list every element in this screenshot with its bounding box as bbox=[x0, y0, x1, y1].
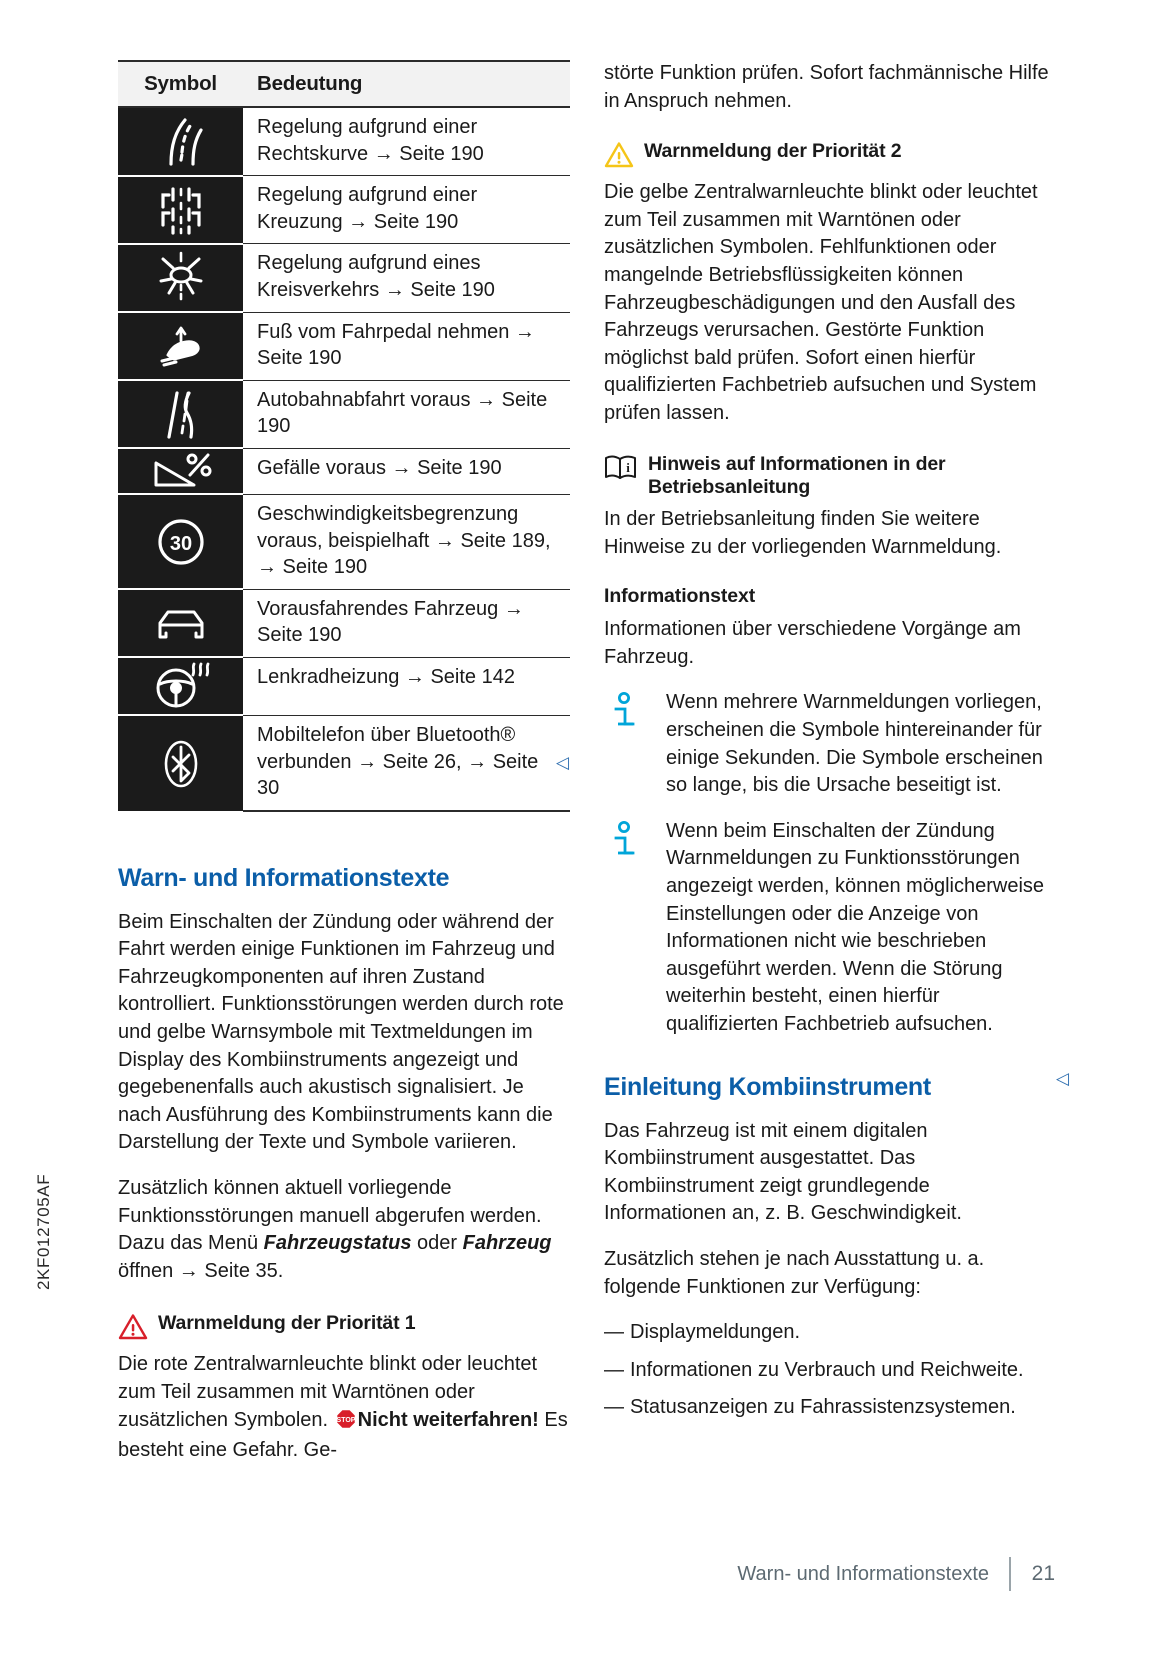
einleitung-function-list bbox=[604, 1319, 1056, 1422]
section-end-marker: ◁ bbox=[556, 753, 570, 772]
list-item-label: Statusanzeigen zu Fahrassistenzsystemen. bbox=[630, 1396, 1016, 1419]
warning-priority-2-text: Die gelbe Zentralwarnleuchte blinkt oder leuchtet zum Teil zusammen mit Warntönen oder zusätzlichen Symbolen. Fehlfunktionen oder mangelnde Betriebsflüssigkeiten können Fahrzeugbeschädigungen und den Ausfall des Fahrzeugs verursachen. Gestörte Funktion möglichst bald prüfen. Sofort einen hierfür qualifizierten Fachbetrieb aufsuchen und System prüfen lassen. bbox=[604, 181, 1038, 424]
warning-priority-1-heading bbox=[118, 1311, 570, 1345]
symbol-table bbox=[118, 60, 570, 812]
manual-retrieval-paragraph bbox=[118, 1175, 570, 1285]
table-row bbox=[118, 657, 570, 715]
info-note-2-body: Wenn beim Einschalten der Zündung Warnmeldungen zu Funktionsstörungen angezeigt werden, können möglicherweise Einstellungen oder die Anzeige von Informationen nicht wie beschrieben ausgeführt werden. Wenn die Störung weiterhin besteht, einen hierfür qualifizierten Fachbetrieb aufsuchen. bbox=[666, 819, 1045, 1035]
table-row bbox=[118, 589, 570, 657]
table-row bbox=[118, 448, 570, 494]
menu-name-fahrzeug: Fahrzeug bbox=[462, 1232, 552, 1255]
list-item bbox=[604, 1357, 1056, 1385]
warning-triangle-yellow-icon bbox=[604, 139, 634, 173]
page-footer bbox=[118, 1557, 1055, 1591]
continuation-paragraph: störte Funktion prüfen. Sofort fachmännische Hilfe in Anspruch nehmen. bbox=[604, 62, 1049, 112]
w1-part-a: Die rote Zentralwarnleuchte blinkt oder leuchtet zum Teil zusammen mit Warntönen oder zusätzlichen Symbolen. bbox=[118, 1353, 538, 1431]
warning-priority-2-label: Warnmeldung der Priorität 2 bbox=[644, 140, 902, 163]
symbol-meaning: Autobahnabfahrt voraus → Seite 190 bbox=[243, 380, 570, 448]
info-note-1 bbox=[604, 689, 1056, 799]
column-header-meaning: Bedeutung bbox=[243, 61, 570, 107]
einleitung-paragraph-2: Zusätzlich stehen je nach Ausstattung u. a. folgende Funktionen zur Verfügung: bbox=[604, 1247, 985, 1298]
foot-off-pedal-icon bbox=[118, 312, 243, 380]
symbol-meaning: Vorausfahrendes Fahrzeug → Seite 190 bbox=[243, 589, 570, 657]
informationstext-text: Informationen über verschiedene Vorgänge am Fahrzeug. bbox=[604, 618, 1021, 668]
p2-part-a: Zusätzlich können aktuell vorliegende Funktionsstörungen manuell abgerufen werden. Dazu das Menü bbox=[118, 1177, 542, 1255]
einleitung-heading: Einleitung Kombiinstrument bbox=[604, 1072, 931, 1101]
intersection-icon bbox=[118, 176, 243, 244]
info-i-icon bbox=[610, 821, 640, 864]
svg-text:30: 30 bbox=[169, 532, 192, 555]
info-i-icon bbox=[610, 692, 640, 735]
symbol-meaning: Lenkradheizung → Seite 142 bbox=[243, 657, 570, 715]
list-item-label: Displaymeldungen. bbox=[630, 1321, 801, 1344]
left-column bbox=[118, 60, 570, 1465]
symbol-meaning: Gefälle voraus → Seite 190 bbox=[243, 448, 570, 494]
right-column bbox=[604, 60, 1070, 1432]
symbol-meaning: Regelung aufgrund einer Rechtskurve → Seite 190 bbox=[243, 107, 570, 176]
warning-triangle-red-icon bbox=[118, 1311, 148, 1345]
symbol-meaning: Regelung aufgrund einer Kreuzung → Seite 190 bbox=[243, 176, 570, 244]
list-dash: — bbox=[604, 1358, 624, 1381]
section-end-marker: ◁ bbox=[1056, 1069, 1070, 1088]
svg-text:STOP: STOP bbox=[336, 1416, 356, 1424]
table-row bbox=[118, 715, 570, 810]
symbol-meaning: Fuß vom Fahrpedal nehmen → Seite 190 bbox=[243, 312, 570, 380]
vehicle-ahead-icon bbox=[118, 589, 243, 657]
warning-priority-2-heading bbox=[604, 139, 1056, 173]
table-row bbox=[118, 312, 570, 380]
warning-priority-1-emphasis: Nicht weiterfahren! bbox=[357, 1408, 539, 1431]
info-note-2 bbox=[604, 818, 1056, 1039]
list-item bbox=[604, 1394, 1056, 1422]
footer-page-number: 21 bbox=[1031, 1562, 1055, 1585]
p2-part-c: öffnen → Seite 35. bbox=[118, 1259, 284, 1282]
list-dash: — bbox=[604, 1321, 624, 1344]
manual-reference-label: Hinweis auf Informationen in der Betriebsanleitung bbox=[648, 452, 946, 499]
w1-part-b: Es besteht eine Gefahr. Ge- bbox=[118, 1408, 568, 1462]
stop-sign-icon bbox=[336, 1409, 356, 1438]
steering-wheel-heating-icon bbox=[118, 657, 243, 715]
column-header-symbol: Symbol bbox=[118, 61, 243, 107]
table-row bbox=[118, 494, 570, 589]
table-row bbox=[118, 176, 570, 244]
downhill-gradient-icon bbox=[118, 448, 243, 494]
p2-part-b: oder bbox=[411, 1232, 463, 1255]
symbol-meaning: Regelung aufgrund eines Kreisverkehrs → Seite 190 bbox=[243, 244, 570, 312]
speed-limit-30-icon bbox=[118, 494, 243, 589]
list-item bbox=[604, 1319, 1056, 1347]
list-dash: — bbox=[604, 1396, 624, 1419]
informationstext-heading: Informationstext bbox=[604, 585, 756, 608]
info-note-2-text bbox=[666, 818, 1056, 1039]
page-title: Warn- und Informationstexte bbox=[118, 863, 450, 892]
intro-paragraph: Beim Einschalten der Zündung oder während der Fahrt werden einige Funktionen im Fahrzeug und Fahrzeugkomponenten auf ihren Zustand kontrolliert. Funktionsstörungen werden durch rote und gelbe Warnsymbole mit Textmeldungen im Display des Kombiinstruments angezeigt und gegebenenfalls auch akustisch signalisiert. Je nach Ausführung des Kombiinstruments kann die Darstellung der Texte und Symbole variieren. bbox=[118, 910, 564, 1154]
bluetooth-icon bbox=[118, 715, 243, 810]
table-row bbox=[118, 244, 570, 312]
warning-priority-1-text bbox=[118, 1351, 570, 1464]
symbol-meaning: Geschwindigkeitsbegrenzung voraus, beispielhaft → Seite 189, → Seite 190 bbox=[243, 494, 570, 589]
info-note-1-text bbox=[666, 689, 1056, 799]
symbol-meaning: Mobiltelefon über Bluetooth® verbunden → Seite 26, → Seite 30 bbox=[243, 715, 570, 810]
table-row bbox=[118, 107, 570, 176]
einleitung-paragraph-1: Das Fahrzeug ist mit einem digitalen Kombiinstrument ausgestattet. Das Kombiinstrument zeigt grundlegende Informationen an, z. B. Geschwindigkeit. bbox=[604, 1119, 962, 1225]
roundabout-icon bbox=[118, 244, 243, 312]
warning-priority-1-label: Warnmeldung der Priorität 1 bbox=[158, 1312, 416, 1335]
manual-reference-text: In der Betriebsanleitung finden Sie weitere Hinweise zu der vorliegenden Warnmeldung. bbox=[604, 508, 1002, 558]
manual-book-info-icon bbox=[604, 452, 638, 487]
svg-text:i: i bbox=[626, 459, 630, 475]
menu-name-fahrzeugstatus: Fahrzeugstatus bbox=[263, 1232, 412, 1255]
table-header-row bbox=[118, 61, 570, 107]
manual-reference-heading bbox=[604, 452, 1056, 501]
list-item-label: Informationen zu Verbrauch und Reichweite. bbox=[630, 1358, 1024, 1381]
info-note-1-body: Wenn mehrere Warnmeldungen vorliegen, erscheinen die Symbole hintereinander für einige Sekunden. Die Symbole erscheinen so lange, bis die Ursache beseitigt ist. bbox=[666, 691, 1043, 797]
document-id: 2KF012705AF bbox=[34, 1173, 53, 1290]
footer-section-title: Warn- und Informationstexte bbox=[737, 1562, 989, 1585]
highway-exit-icon bbox=[118, 380, 243, 448]
table-row bbox=[118, 380, 570, 448]
curve-right-road-icon bbox=[118, 107, 243, 176]
